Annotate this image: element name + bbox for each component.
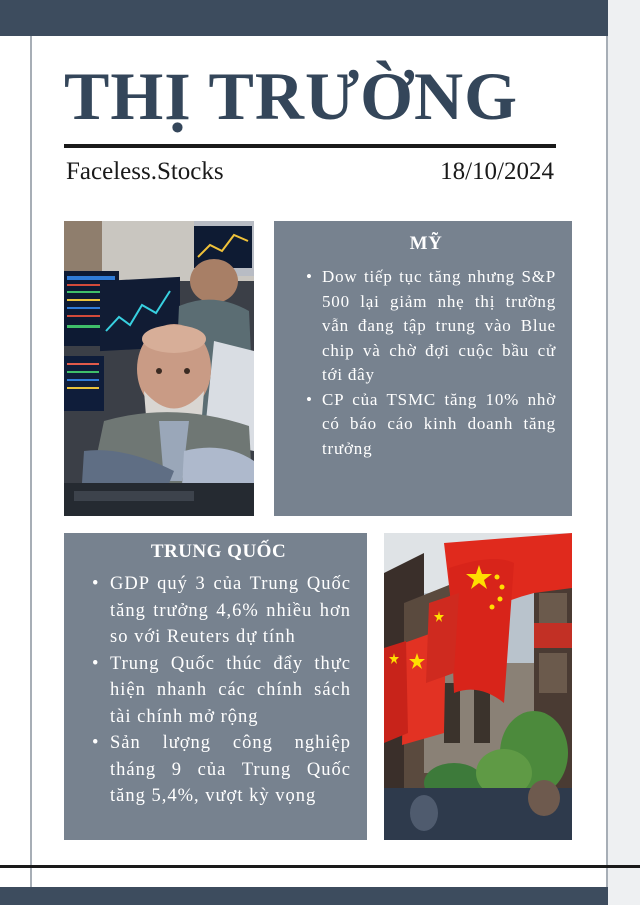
brand-name: Faceless.Stocks xyxy=(66,158,224,185)
list-item: • Trung Quốc thúc đẩy thực hiện nhanh các chính sách tài chính mở rộng xyxy=(110,651,351,731)
us-heading: MỸ xyxy=(409,233,443,254)
china-flags-photo xyxy=(384,533,572,840)
us-traders-photo xyxy=(64,221,254,516)
list-item: • Dow tiếp tục tăng nhưng S&P 500 lại giảm nhẹ thị trường vẫn đang tập trung vào Blue chip và chờ đợi cuộc bầu cử tới đây xyxy=(322,265,556,388)
list-item: • CP của TSMC tăng 10% nhờ có báo cáo kinh doanh tăng trưởng xyxy=(322,388,556,462)
list-item: • GDP quý 3 của Trung Quốc tăng trưởng 4,6% nhiều hơn so với Reuters dự tính xyxy=(110,571,351,651)
issue-date: 18/10/2024 xyxy=(440,158,554,185)
bottom-banner xyxy=(0,887,608,905)
bottom-divider xyxy=(0,865,640,868)
page-edge xyxy=(608,0,640,905)
us-bullet-list xyxy=(304,265,556,461)
list-item: • Sản lượng công nghiệp tháng 9 của Trung Quốc tăng 5,4%, vượt kỳ vọng xyxy=(110,730,351,810)
top-banner xyxy=(0,0,608,36)
title-divider xyxy=(64,144,556,148)
frame-line-left xyxy=(30,36,32,887)
china-heading: TRUNG QUỐC xyxy=(150,541,287,562)
frame-line-right xyxy=(606,36,608,887)
us-market-panel xyxy=(274,221,572,516)
china-market-panel xyxy=(64,533,367,840)
china-bullet-list xyxy=(90,571,351,810)
page-title: THỊ TRƯỜNG xyxy=(64,58,518,134)
